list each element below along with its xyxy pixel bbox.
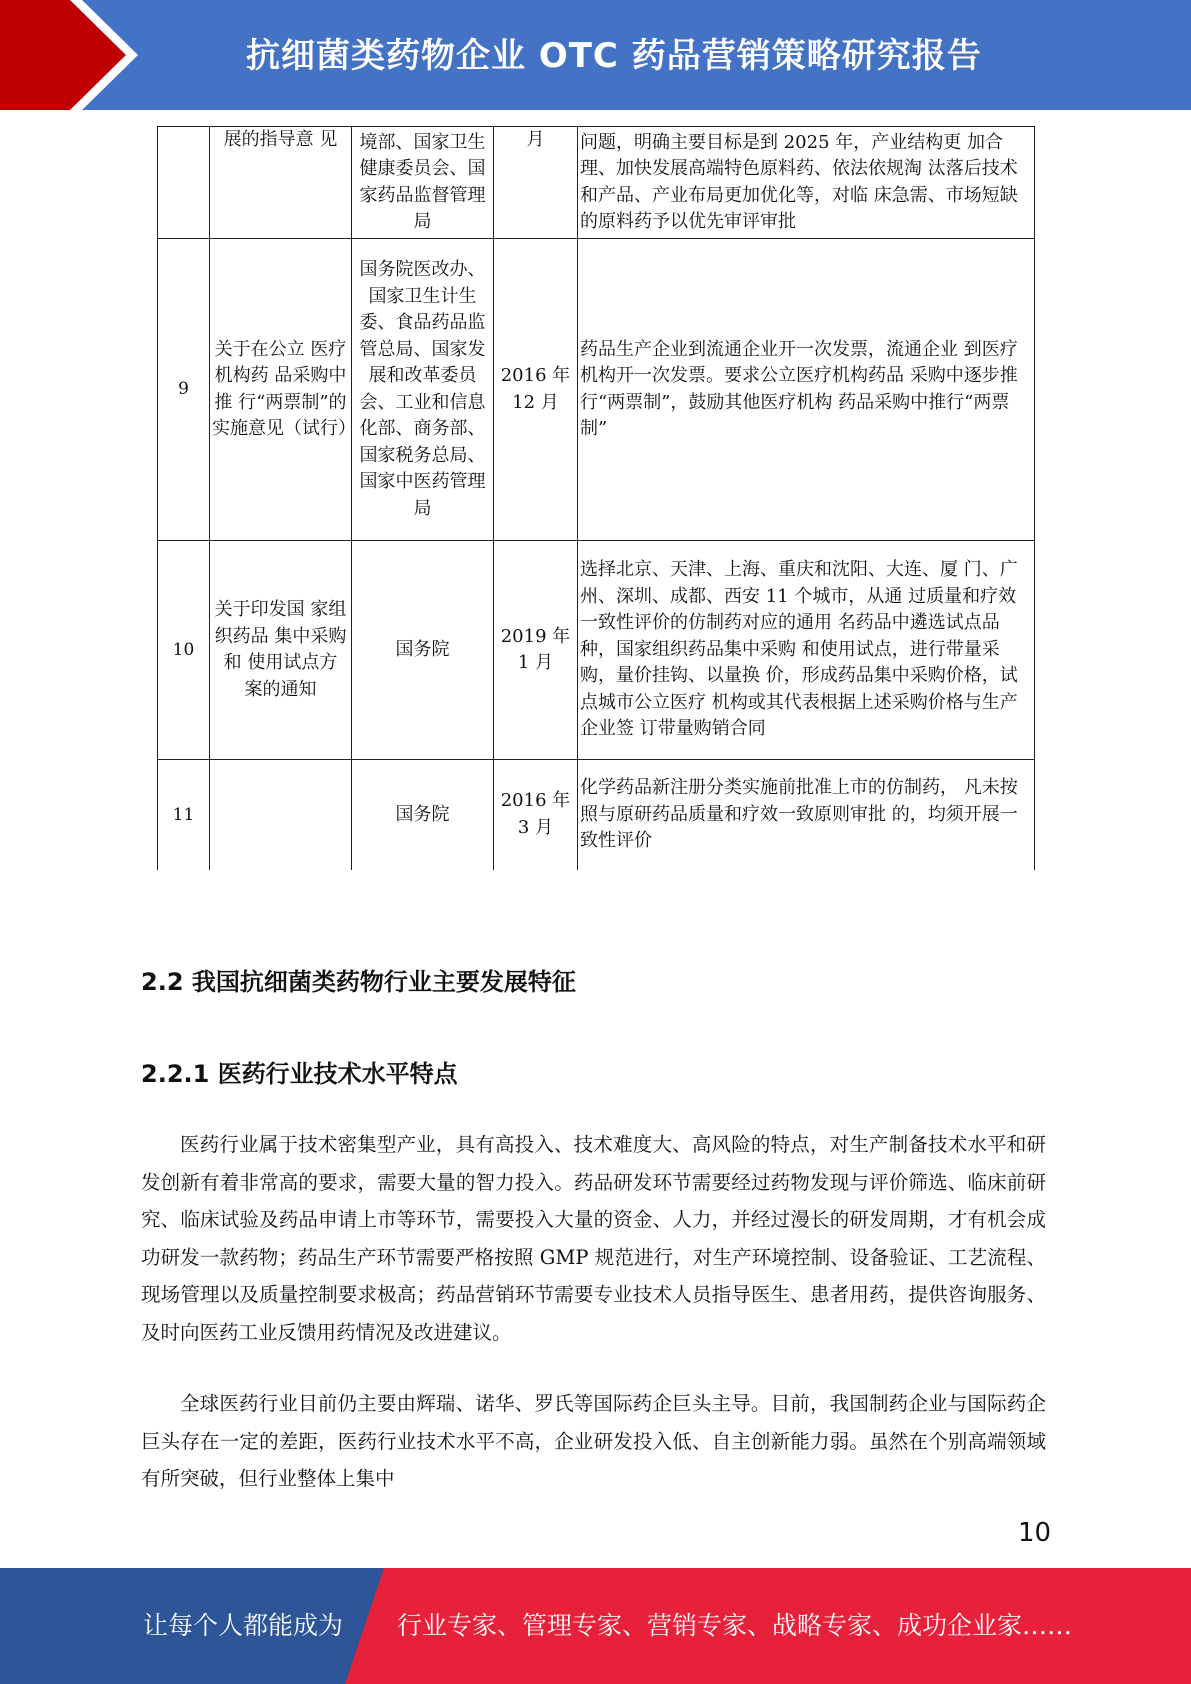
document-title: 抗细菌类药物企业 OTC 药品营销策略研究报告	[246, 36, 982, 76]
policy-name	[210, 760, 352, 870]
policy-content: 药品生产企业到流通企业开一次发票，流通企业 到医疗机构开一次发票。要求公立医疗机构药品 采购中逐步推行“两票制”，鼓励其他医疗机构 药品采购中推行“两票制”	[578, 239, 1035, 541]
subsection-heading: 2.2.1 医药行业技术水平特点	[141, 1060, 458, 1088]
issuing-authority: 国务院	[352, 760, 494, 870]
table-row	[158, 760, 1035, 870]
issue-date: 2016 年 12 月	[494, 239, 578, 541]
policy-content: 化学药品新注册分类实施前批准上市的仿制药， 凡未按照与原研药品质量和疗效一致原则审批 的，均须开展一致性评价	[578, 760, 1035, 870]
issue-date: 月	[494, 127, 578, 239]
issuing-authority: 国务院	[352, 541, 494, 760]
row-number: 10	[158, 541, 210, 760]
issuing-authority: 国务院医改办、国家卫生计生委、食品药品监管总局、国家发展和改革委员会、工业和信息化部、商务部、国家税务总局、国家中医药管理局	[352, 239, 494, 541]
footer-slogan-right: 行业专家、管理专家、营销专家、战略专家、成功企业家……	[397, 1611, 1073, 1640]
row-number	[158, 127, 210, 239]
header-arrow-graphic	[0, 0, 150, 110]
row-number: 9	[158, 239, 210, 541]
table-row	[158, 127, 1035, 239]
issue-date: 2019 年 1 月	[494, 541, 578, 760]
body-paragraph: 医药行业属于技术密集型产业，具有高投入、技术难度大、高风险的特点，对生产制备技术水平和研发创新有着非常高的要求，需要大量的智力投入。药品研发环节需要经过药物发现与评价筛选、临床前研究、临床试验及药品申请上市等环节，需要投入大量的资金、人力，并经过漫长的研发周期，才有机会成功研发一款药物；药品生产环节需要严格按照 GMP 规范进行，对生产环境控制、设备验证、工艺流程、现场管理以及质量控制要求极高；药品营销环节需要专业技术人员指导医生、患者用药，提供咨询服务、及时向医药工业反馈用药情况及改进建议。	[141, 1133, 1046, 1344]
page-number: 10	[1018, 1518, 1052, 1548]
table-row	[158, 541, 1035, 760]
page-footer-banner	[0, 1568, 1191, 1684]
policy-content: 选择北京、天津、上海、重庆和沈阳、大连、厦 门、广州、深圳、成都、西安 11 个城市，从通 过质量和疗效一致性评价的仿制药对应的通用 名药品中遴选试点品种，国家组织药品集中采购 和使用试点，进行带量采购，量价挂钩、以量换 价，形成药品集中采购价格，试点城市公立医疗 机构或其代表根据上述采购价格与生产企业签 订带量购销合同	[578, 541, 1035, 760]
row-number: 11	[158, 760, 210, 870]
issuing-authority: 境部、国家卫生健康委员会、国家药品监督管理局	[352, 127, 494, 239]
page-header-banner	[0, 0, 1191, 110]
policy-name: 展的指导意 见	[210, 127, 352, 239]
footer-slogan-left: 让每个人都能成为	[143, 1611, 344, 1640]
issue-date: 2016 年 3 月	[494, 760, 578, 870]
policy-content: 问题，明确主要目标是到 2025 年，产业结构更 加合理、加快发展高端特色原料药、依法依规淘 汰落后技术和产品、产业布局更加优化等，对临 床急需、市场短缺的原料药予以优先审评审批	[578, 127, 1035, 239]
section-heading: 2.2 我国抗细菌类药物行业主要发展特征	[141, 968, 576, 996]
policy-name: 关于在公立 医疗机构药 品采购中推 行“两票制”的实施意见（试行）	[210, 239, 352, 541]
body-paragraph: 全球医药行业目前仍主要由辉瑞、诺华、罗氏等国际药企巨头主导。目前，我国制药企业与国际药企巨头存在一定的差距，医药行业技术水平不高，企业研发投入低、自主创新能力弱。虽然在个别高端领域有所突破，但行业整体上集中	[141, 1392, 1046, 1490]
table-row	[158, 239, 1035, 541]
policy-table	[157, 126, 1035, 870]
policy-name: 关于印发国 家组织药品 集中采购和 使用试点方 案的通知	[210, 541, 352, 760]
